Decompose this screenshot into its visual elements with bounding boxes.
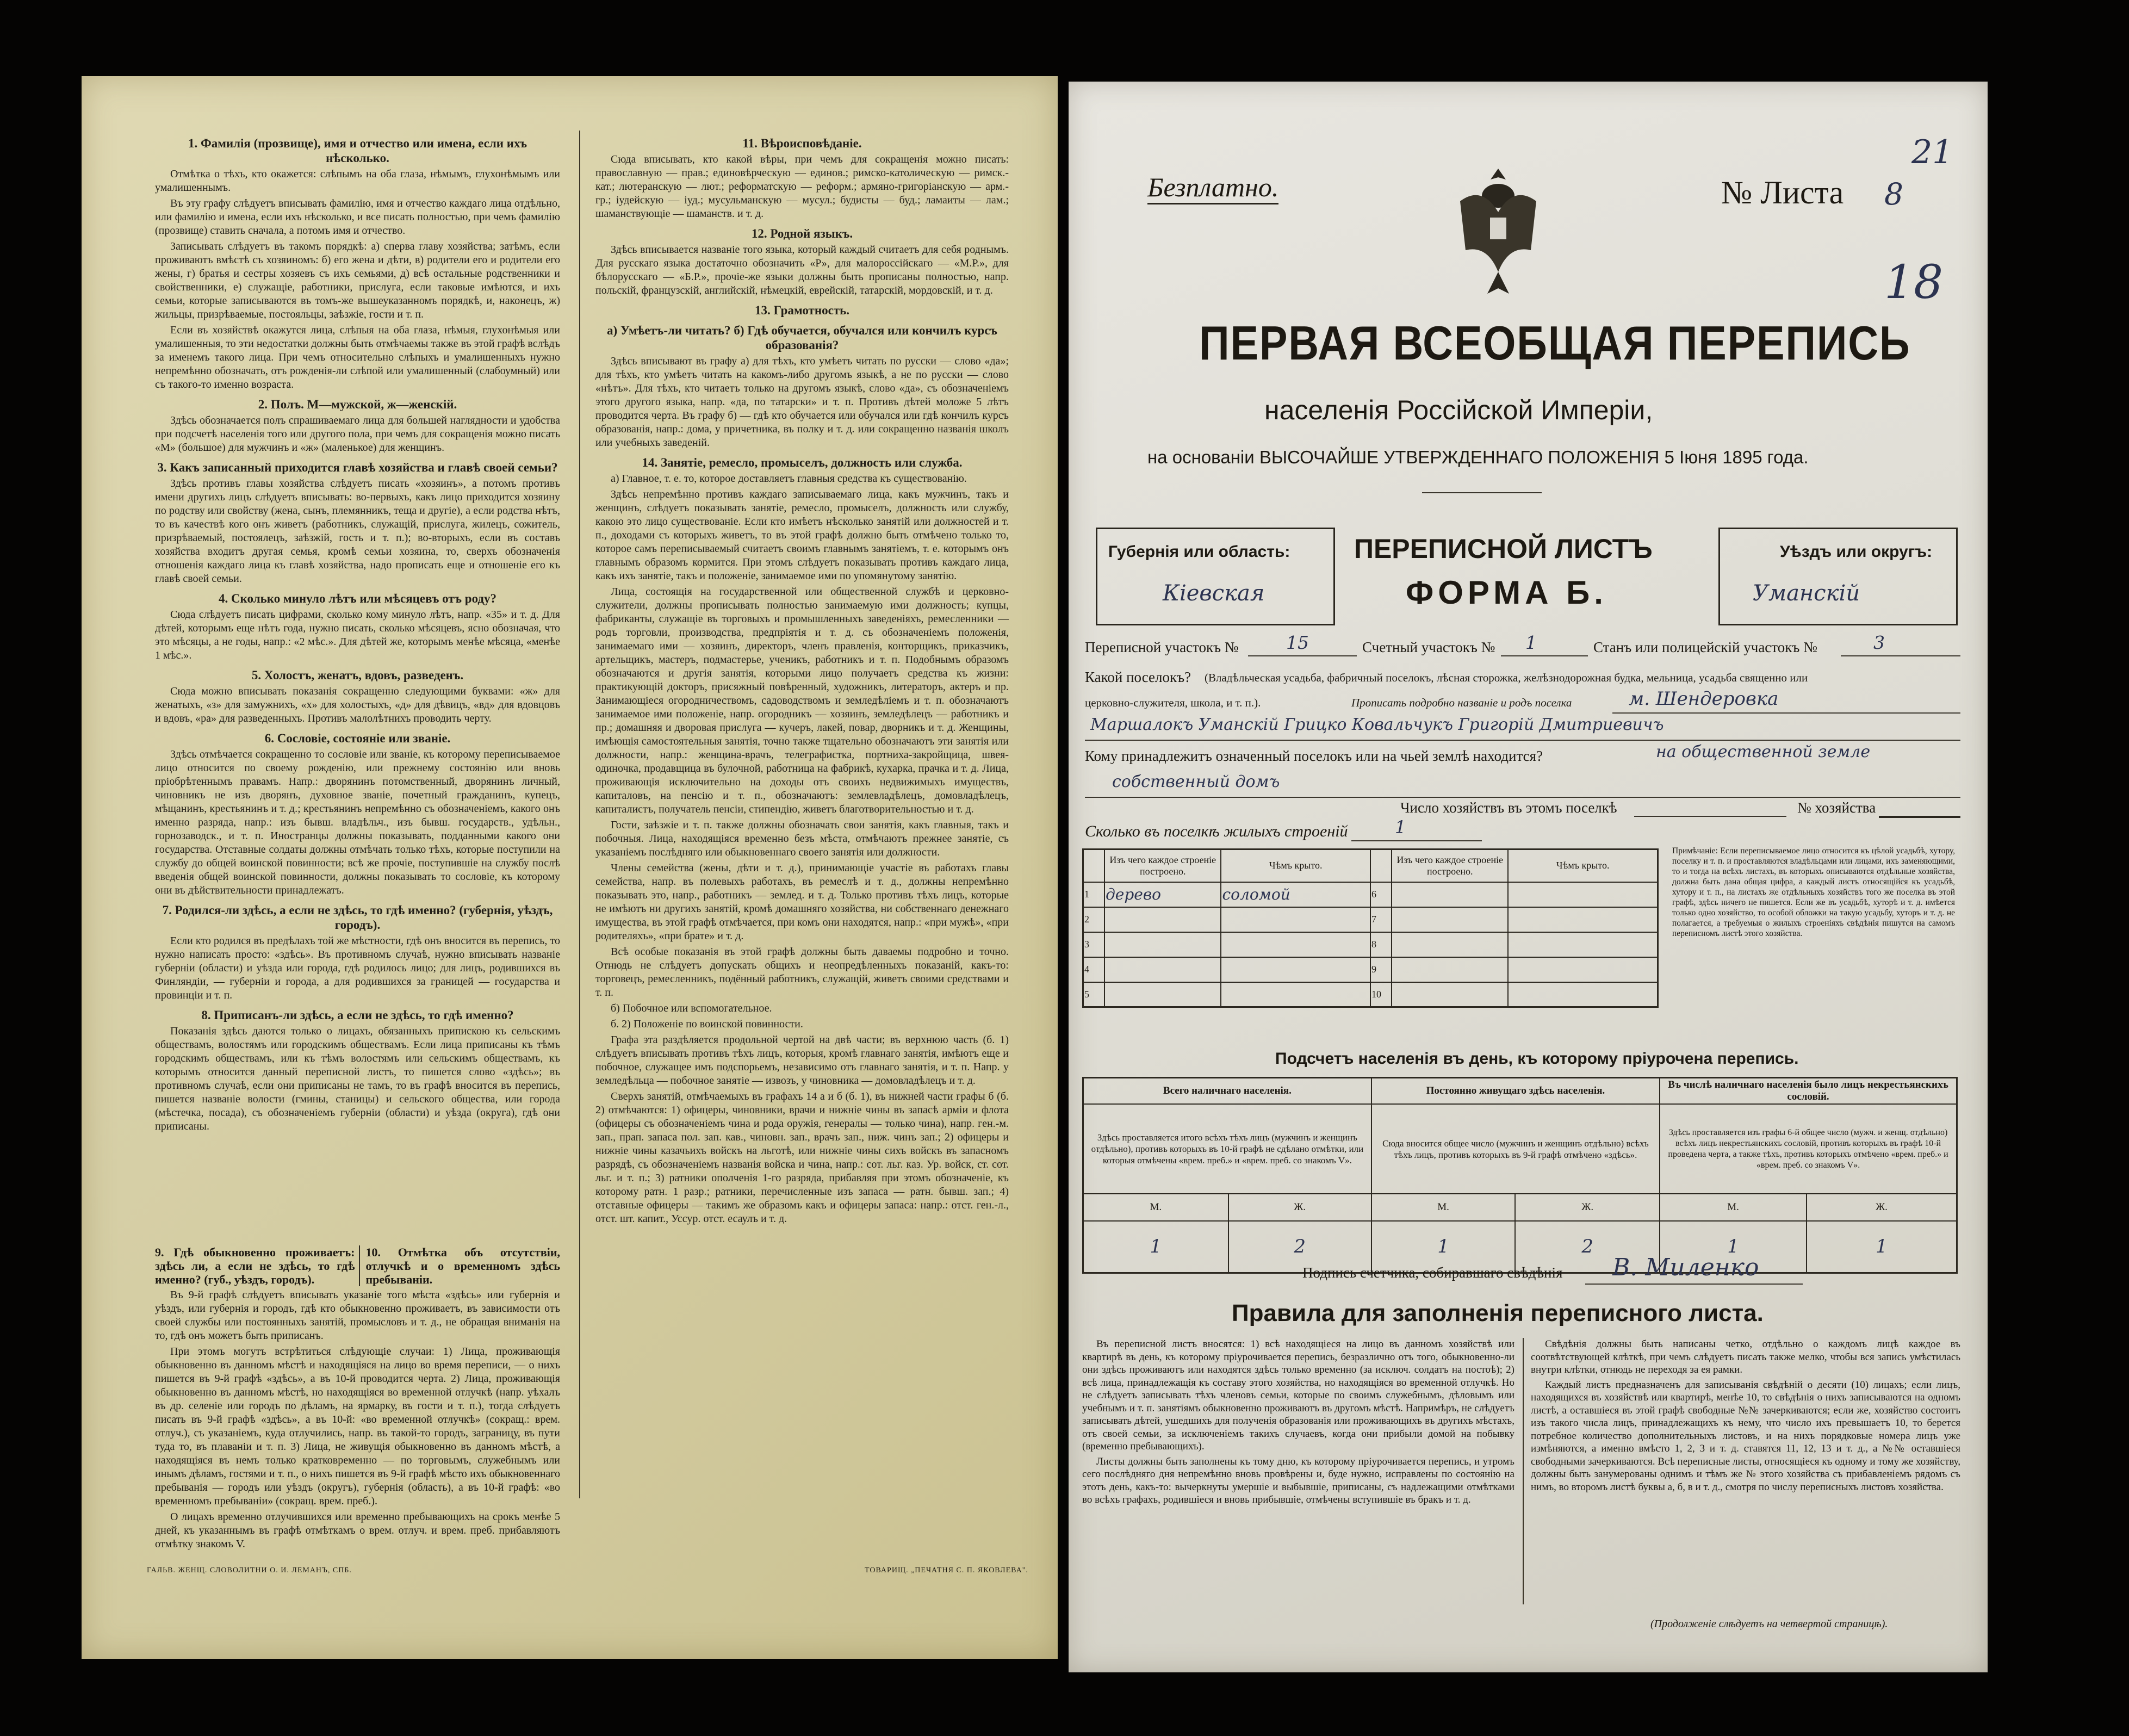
census-area-line xyxy=(1248,655,1357,656)
instruction-paragraph: Здѣсь непремѣнно противъ каждаго записываемаго лица, какъ мужчинъ, такъ и женщинъ, слѣдуетъ показывать занятіе, ремесло, промыселъ, должность или службу, какою это лицо существованіе. Если кто имѣетъ нѣсколько занятій или должностей и т. п., доходами съ которыхъ живетъ, то въ этой графѣ должно быть отмѣчено только то, которое самъ переписываемый считаетъ своимъ главнымъ занятіемъ, т. е. которымъ онъ главнымъ образомъ кормится. При этомъ слѣдуетъ показывать противъ каждаго лица, какъ ихъ занятіе, такъ и положеніе, занимаемое ими по упомянутому занятію. xyxy=(595,488,1009,582)
form-title: ПЕРЕПИСНОЙ ЛИСТЪ xyxy=(1354,534,1653,564)
guberniya-value: Кіевская xyxy=(1163,581,1265,606)
guberniya-box xyxy=(1096,528,1335,625)
section-9-heading: 9. Гдѣ обыкновенно проживаетъ: здѣсь ли, а если не здѣсь, то гдѣ именно? (губ., уѣздъ, городъ). xyxy=(155,1245,360,1286)
instruction-paragraph: Лица, состоящія на государственной или общественной службѣ и церковно-служители, должны прописывать полностью занимаемую ими должность; купцы, фабриканты, служащіе въ торговыхъ и промышленныхъ заведеніяхъ, ремесленники — родъ торговли, производства, предпріятія и т. д. съ обозначеніемъ положенія, занимаемаго ими — хозяинъ, директоръ, членъ правленія, конторщикъ, приказчикъ, артельщикъ, мастеръ, подмастерье, ученикъ, работникъ и т. п. Подобнымъ образомъ обозначаются и другія занятія, которыми лицо получаетъ средства къ жизни: практикующій докторъ, присяжный повѣренный, художникъ, литераторъ, актеръ и пр. Занимающіеся огородничествомъ, садоводствомъ и земледѣліемъ и т. п. обозначаютъ занимаемое ими положеніе, напр. огородникъ — хозяинъ, земледѣлецъ — работникъ и пр.; домашняя и дворовая прислуга — кучеръ, лакей, повар, дворникъ и т. д. Женщины, имѣющія самостоятельныя занятія, точно также тщательно обозначаютъ эти занятія или должности, напр.: женщина-врачъ, телеграфистка, портниха-закройщица, швея-одиночка, продавщица въ булочной, работница на фабрикѣ, кухарка, прачка и т. д. Лица, проживающія исключительно на доходы отъ своихъ недвижимыхъ имуществъ, капиталовъ, на пенсію и т. п., обозначаютъ: землевладѣлецъ, домовладѣлецъ, капиталистъ, получатель пенсіи, стипендію, живетъ благотворительностью и т. д. xyxy=(595,586,1009,815)
total-present-zh: 2 xyxy=(1228,1221,1371,1273)
permanent-m: 1 xyxy=(1371,1221,1516,1273)
count-title: Подсчетъ населенія въ день, къ которому пріурочена перепись. xyxy=(1275,1050,1799,1068)
buildings-material-header-2: Изъ чего каждое строеніе построено. xyxy=(1392,850,1508,882)
section-9-para-2: При этомъ могутъ встрѣтиться слѣдующіе случаи: 1) Лица, проживающія обыкновенно въ данномъ мѣстѣ и находящіяся на лицо во время переписи, — о нихъ пишется въ 9-й графѣ «здѣсь», а въ 10-й проводится черта. 2) Лица, проживающія обыкновенно въ данномъ мѣстѣ, но находящіяся во временной отлучкѣ (напр. уѣхалъ въ др. селеніе или городъ по дѣламъ, на ярмарку, въ гости и т. п.), тогда слѣдуетъ писать въ 9-й графѣ «здѣсь», а въ 10-й: «во временной отлучкѣ» (сокращ.: врем. отлуч.), съ указаніемъ, куда отлучились, напр. въ такой-то городъ, заграницу, въ пути туда то, въ плаваніи и т. п. 3) Лица, не живущія обыкновенно въ данномъ мѣстѣ, а находящіяся въ немъ только кратковременно — по торговымъ, служебнымъ или инымъ дѣламъ, гостями и т. п., о нихъ пишется въ 9-й графѣ мѣсто ихъ обыкновеннаго пребыванія — городъ или уѣздъ (округъ), губернія (область), а въ 10-й графѣ: «во временномъ пребываніи» (сокращ. врем. преб.). xyxy=(155,1346,560,1507)
signature-value: В. Миленко xyxy=(1612,1254,1759,1281)
imperial-eagle-emblem xyxy=(1449,163,1547,299)
buildings-material-header-1: Изъ чего каждое строеніе построено. xyxy=(1104,850,1221,882)
owner-label: Кому принадлежитъ означенный поселокъ или на чьей землѣ находится? xyxy=(1085,748,1543,764)
sheet-number-label: № Листа xyxy=(1721,175,1844,210)
row-number: 9 xyxy=(1370,957,1392,982)
buildings-roof-header-2: Чѣмъ крыто. xyxy=(1508,850,1658,882)
instruction-paragraph: Отмѣтка о тѣхъ, кто окажется: слѣпымъ на оба глаза, нѣмымъ, глухонѣмымъ или умалишеннымъ. xyxy=(155,168,560,194)
count-col-1-desc: Здѣсь проставляется итого всѣхъ тѣхъ лицъ (мужчинъ и женщинъ отдѣльно), противъ которыхъ въ 10-й графѣ не сдѣлано отмѣтки, или которыя отмѣчены «врем. преб.» и «врем. преб. со знакомъ V». xyxy=(1083,1104,1371,1194)
instruction-paragraph: Если въ хозяйствѣ окажутся лица, слѣпыя на оба глаза, нѣмыя, глухонѣмыя или умалишенныя, то эти недостатки должны быть отмѣчаемы также въ этой графѣ вслѣдъ за именемъ такого лица. При чемъ относительно слѣпыхъ и умалишенныхъ нужно непремѣнно обозначать, отъ рожденія-ли слѣпой или умалишенный (слабоумный) или съ такого-то именно возраста. xyxy=(155,324,560,390)
m-header: М. xyxy=(1371,1194,1516,1221)
row1-material: дерево xyxy=(1104,882,1221,907)
rules-left-para-1: Въ переписной листъ вносятся: 1) всѣ находящіеся на лицо въ данномъ хозяйствѣ или квартирѣ въ день, къ которому пріурочивается перепись, безразлично отъ того, обыкновенно-ли они здѣсь проживаютъ или находятся здѣсь только временно (за исключ. солдатъ на постоѣ); 2) всѣ лица, принадлежащія къ составу этого хозяйства, но находящіяся во временной отлучкѣ. Но не слѣдуетъ записывать тѣхъ членовъ семьи, которые по своимъ служебнымъ, дѣловымъ или учебнымъ и т. п. занятіямъ обыкновенно проживаютъ въ другомъ мѣстѣ. Напримѣръ, не слѣдуетъ записывать дѣтей, ушедшихъ для полученія образованія или проживающихъ въ другихъ мѣстахъ, отъ своей семьи, за исключеніемъ такихъ случаевъ, когда они прибыли домой на побывку (временно пребывающихъ). xyxy=(1082,1338,1514,1452)
sections-9-10 xyxy=(155,1245,560,1550)
instruction-paragraph: Сюда вписывать, кто какой вѣры, при чемъ для сокращенія можно писать: православную — прав.; единовѣрческую — единов.; римско-католическую — римск.-кат.; лютеранскую — лют.; реформатскую — реформ.; армяно-григоріанскую — арм.-гр.; іудейскую — іуд.; мусульманскую — мусул.; будисты — буд.; ламаиты — лам.; шаманствующіе — шаманств. и т. д. xyxy=(595,153,1009,220)
instruction-paragraph: Сверхъ занятій, отмѣчаемыхъ въ графахъ 14 а и б (б. 1), въ нижней части графы б (б. 2) отмѣчаются: 1) офицеры, чиновники, врачи и нижніе чины въ запасѣ арміи и флота (офицеры съ обозначеніемъ чина и рода оружія, генералы — только чина), напр. ген.-м. зап., прап. запаса пол. зап. кав., чиновн. зап., врачъ зап., ниж. чинъ зап.; 2) офицеры и нижніе чины казачьихъ войскъ на льготѣ, или нижніе чины сихъ войскъ въ запасномъ разрядѣ, съ обозначеніемъ названія войска и чина, напр.: сот. льг. каз. Ур. войск, ст. сот. льг. и т. п.; 3) ратники ополченія 1-го разряда, прибавляя при этомъ обозначеніе, къ которому ратн. 1 разр.; ратники, перечисленные изъ запаса — ратн. бывш. зап.; 4) отставные офицеры — такимъ же образомъ какъ и офицеры запаса: напр.: отст. ген.-л., отст. шт. капит., Уссур. отст. есаулъ и т. д. xyxy=(595,1090,1009,1225)
instruction-paragraph: Показанія здѣсь даются только о лицахъ, обязанныхъ припискою къ сельскимъ обществамъ, волостямъ или городскимъ обществамъ. Если лица приписаны къ тѣмъ городскимъ обществамъ, или къ тѣмъ волостямъ или сельскимъ обществамъ, къ которымъ относится данный переписной листъ, то пишется слово «здѣсь»; въ противномъ случаѣ, если они приписаны не тамъ, то въ графѣ вносится въ перепись, пишется названіе волости (гмины, станицы) и сельского общества, или города (мѣстечка, посада), съ обозначеніемъ губерніи (области) и уѣзда (округа), гдѣ они приписаны. xyxy=(155,1025,560,1132)
instruction-paragraph: б. 2) Положеніе по воинской повинности. xyxy=(611,1018,803,1030)
printer-imprint-left: ГАЛЬВ. ЖЕНЩ. СЛОВОЛИТНИ О. И. ЛЕМАНЪ, СПБ. xyxy=(147,1566,352,1574)
section-heading: 12. Родной языкъ. xyxy=(751,227,853,240)
owner-value-2: собственный домъ xyxy=(1112,772,1280,791)
form-subtitle: ФОРМА Б. xyxy=(1406,574,1607,611)
left-column-2 xyxy=(595,131,1009,1501)
left-column-1 xyxy=(155,131,560,1240)
instruction-paragraph: Здѣсь отмѣчается сокращенно то сословіе или званіе, къ которому переписываемое лицо относится по своему рожденію, или прежнему состоянію или вновь пріобрѣтеннымъ правамъ. Напр.: дворянинъ потомственный, дворянинъ личный, чиновникъ не изъ дворянъ, духовное званіе, почетный гражданинъ, купецъ, мѣщанинъ, крестьянинъ и т. д.; крестьянинъ непремѣнно съ обозначеніемъ, какого онъ именно разряда, напр.: изъ бывш. владѣльч., изъ бывш. государств., удѣльн., горнозаводск., и т. п. Иностранцы должны показывать, подданными какого они государства. Отставные солдаты должны отмѣчать только тѣхъ, которые поступили на службу до общей воинской повинности; всѣ же прочіе, поступившіе на службу послѣ введенія общей воинской повинности, должны показывать то сословіе, къ которому они въ дѣйствительности принадлежатъ. xyxy=(155,748,560,896)
population-count-table xyxy=(1082,1077,1958,1274)
uezd-value: Уманскій xyxy=(1753,581,1860,606)
household-number-line xyxy=(1879,816,1960,818)
count-col-1-head: Всего наличнаго населенія. xyxy=(1083,1078,1371,1105)
zh-header: Ж. xyxy=(1515,1194,1660,1221)
count-area-value: 1 xyxy=(1525,632,1537,653)
households-line xyxy=(1634,816,1786,817)
printer-imprint-right: ТОВАРИЩ. „ПЕЧАТНЯ С. П. ЯКОВЛЕВА". xyxy=(865,1566,1028,1574)
instruction-paragraph: Здѣсь противъ главы хозяйства слѣдуетъ писать «хозяинъ», а потомъ противъ имени другихъ лицъ слѣдуетъ вписывать: во-первыхъ, какъ лицо приходится хозяину по родству или свойству (жена, сынъ, племянникъ, теща и другіе), а если родства нѣтъ, то въ качествѣ кого онъ живетъ (работникъ, служащій, прислуга, жилецъ, сожитель, призрѣваемый, постоялецъ, заѣзжій, гость и т. п.); во-вторыхъ, если въ составъ хозяйства входитъ другая семья, кромѣ семьи хозяина, то, сверхъ обозначенія отношенія каждаго лица къ главѣ хозяйства, надо прописать еще и отношеніе его къ главѣ своей семьи. xyxy=(155,478,560,585)
section-heading: 14. Занятіе, ремесло, промыселъ, должность или служба. xyxy=(642,456,963,469)
zh-header: Ж. xyxy=(1807,1194,1957,1221)
section-heading: 2. Полъ. М—мужской, ж—женскій. xyxy=(258,398,457,411)
uezd-label: Уѣздъ или округъ: xyxy=(1780,543,1933,561)
instruction-paragraph: Въ эту графу слѣдуетъ вписывать фамилію, имя и отчество каждаго лица отдѣльно, или фамилію и имена, если ихъ нѣсколько, и все писать полностью, при чемъ фамилію (прозвище) ставить сначала, а потомъ имя и отчество. xyxy=(155,197,560,237)
m-header: М. xyxy=(1083,1194,1228,1221)
permanent-zh: 2 xyxy=(1515,1221,1660,1273)
m-header: М. xyxy=(1660,1194,1807,1221)
section-heading: 3. Какъ записанный приходится главѣ хозяйства и главѣ своей семьи? xyxy=(157,461,558,474)
margin-note: 18 xyxy=(1884,256,1944,309)
rules-left-para-2: Листы должны быть заполнены къ тому дню, къ которому пріурочивается перепись, и утромъ сего послѣдняго дня непремѣнно вновь провѣрены и, буде нужно, исправлены по состоянію на этотъ день, какъ-то: вычеркнуты умершіе и выбывшіе, приписаны, съ надлежащими отмѣтками во всѣхъ графахъ, родившіеся и вновь прибывшіе, отмѣчены вступившіе въ бракъ и т. д. xyxy=(1082,1455,1514,1505)
row-number: 7 xyxy=(1370,907,1392,932)
section-heading: 6. Сословіе, состояніе или званіе. xyxy=(264,731,451,745)
instruction-paragraph: Члены семейства (жены, дѣти и т. д.), принимающіе участіе въ работахъ главы семейства, напр. въ полевыхъ работахъ, въ ремеслѣ и т. д., должны непремѣнно показывать это, напр., работникъ — землед. и т. д. Только противъ тѣхъ лицъ, которые не имѣютъ ни другихъ занятій, кромѣ домашняго хозяйства, ни собственнаго денежнаго имущества, въ этой графѣ отмѣчается, при комъ они находятся, напр.: «при мужѣ», «при родителяхъ», «при брате» и т. д. xyxy=(595,862,1009,942)
census-subtitle: населенія Россійской Имперіи, xyxy=(1264,395,1653,425)
buildings-table xyxy=(1082,848,1659,1008)
non-peasant-zh: 1 xyxy=(1807,1221,1957,1273)
buildings-label: Сколько въ поселкѣ жилыхъ строеній xyxy=(1085,822,1348,840)
row-number: 1 xyxy=(1083,882,1105,907)
column-divider xyxy=(579,131,580,1498)
settlement-line xyxy=(1612,712,1960,714)
sheet-number-handwritten: 8 xyxy=(1884,177,1903,212)
signature-label: Подпись счетчика, собиравшаго свѣдѣнія xyxy=(1302,1264,1563,1281)
instruction-paragraph: Сюда можно вписывать показанія сокращенно следующими буквами: «ж» для женатыхъ, «з» для замужнихъ, «х» для холостыхъ, «д» для дѣвицъ, «вд» для вдовцовъ и вдовъ, «ра» для разведенныхъ. Противъ малолѣтнихъ проводить черту. xyxy=(155,685,560,724)
section-9-para-1: Въ 9-й графѣ слѣдуетъ вписывать указаніе того мѣста «здѣсь» или губернія и уѣздъ, или губернія и городъ, гдѣ кто обыкновенно проживаетъ, въ зависимости отъ своей службы или постоянныхъ занятій, промысловъ и т. д., не обращая вниманія на то, гдѣ онъ можетъ быть приписанъ. xyxy=(155,1289,560,1342)
free-label: Безплатно. xyxy=(1147,171,1278,204)
settlement-label: Какой поселокъ? xyxy=(1085,669,1191,685)
instruction-paragraph: а) Главное, т. е. то, которое доставляетъ главныя средства къ существованію. xyxy=(611,473,967,485)
title-divider xyxy=(1422,492,1542,493)
census-area-label: Переписной участокъ № xyxy=(1085,639,1239,655)
signature-line xyxy=(1585,1284,1803,1285)
rules-right-para-2: Каждый листъ предназначенъ для записыванія свѣдѣній о десяти (10) лицахъ; если лицъ, находящихся въ хозяйствѣ или квартирѣ, менѣе 10, то свѣдѣнія о нихъ записываются на одномъ листѣ, а оставшіеся въ этой графѣ свободные №№ зачеркиваются; если же, хозяйство состоитъ изъ такого числа лицъ, принадлежащихъ къ нему, что число ихъ превышаетъ 10, то берется потребное количество дополнительныхъ листовъ, и на нихъ порядковые номера лицъ уже измѣняются, а именно вмѣсто 1, 2, 3 и т. д. ставятся 11, 12, 13 и т. д., а №№ оставшіеся свободными зачеркиваются. Всѣ переписные листы, относящіеся къ одному и тому же хозяйству, должны быть занумерованы однимъ и тѣмъ же № этого хозяйства съ прибавленіемъ рядомъ съ нимъ, во второмъ листѣ буквы а, б, в и т. д., смотря по числу переписныхъ листовъ хозяйства. xyxy=(1531,1379,1960,1493)
rules-title: Правила для заполненія переписного листа. xyxy=(1232,1300,1764,1326)
settlement-value: м. Шендеровка xyxy=(1629,688,1779,710)
section-heading: 11. Вѣроисповѣданіе. xyxy=(742,137,862,150)
settlement-note: (Владѣльческая усадьба, фабричный поселокъ, лѣсная сторожка, желѣзнодорожная будка, мельница, усадьба священно или xyxy=(1205,671,1808,684)
instruction-paragraph: б) Побочное или вспомогательное. xyxy=(611,1002,772,1014)
row-number: 3 xyxy=(1083,932,1105,957)
stan-value: 3 xyxy=(1873,632,1885,653)
count-col-3-head: Въ числѣ наличнаго населенія было лицъ некрестьянскихъ сословій. xyxy=(1660,1078,1957,1105)
row-number: 6 xyxy=(1370,882,1392,907)
section-heading: 4. Сколько минуло лѣтъ или мѣсяцевъ отъ роду? xyxy=(218,592,497,605)
uezd-box xyxy=(1718,528,1958,625)
row-number: 2 xyxy=(1083,907,1105,932)
instruction-paragraph: Здѣсь вписывается названіе того языка, который каждый считаетъ для себя роднымъ. Для русскаго языка достаточно обозначить «Р», для малороссійскаго — «М.Р.», для бѣлорусскаго — «Б.Р.», прочіе-же языки должны быть прописаны полностью, напр. польскій, французскій, английскій, нѣмецкій, еврейскій, татарскій, мордовскій, и т. д. xyxy=(595,244,1009,296)
continuation-note: (Продолженіе слѣдуетъ на четвертой страницѣ). xyxy=(1650,1618,1888,1630)
section-heading: 13. Грамотность. xyxy=(754,303,849,317)
owner-line xyxy=(1085,797,1960,798)
rules-divider xyxy=(1523,1338,1524,1604)
count-col-3-desc: Здѣсь проставляется изъ графы 6-й общее число (мужч. и женщ. отдѣльно) всѣхъ лицъ некрестьянскихъ сословій, противъ которыхъ въ графѣ 10-й проведена черта, а также тѣхъ, противъ которыхъ отмѣчено «врем. преб.» и «врем. преб. со знакомъ V». xyxy=(1660,1104,1957,1194)
stan-line xyxy=(1841,655,1960,656)
count-area-line xyxy=(1501,655,1588,656)
buildings-note: Примѣчаніе: Если переписываемое лицо относится къ цѣлой усадьбѣ, хутору, поселку и т. п. и проставляются владѣльцами или лицами, ихъ заменяющими, то и тогда на всѣхъ листахъ, въ которыхъ описываются отдѣльные хозяйства, должна быть дана общая цифра, а каждый листъ относящійся къ усадьбѣ, хутору и т. п., на листахъ же отдѣльныхъ хозяйствъ того же поселка въ этой графѣ, здѣсь ничего не пишется. Если же въ усадьбѣ, хуторѣ и т. д. имѣется только одно хозяйство, то особой обложки на такую усадьбу, хуторъ и т. д. не полагается, а требуемыя о жилыхъ строеніяхъ свѣдѣнія пишутся на самомъ переписномъ листѣ этого хозяйства. xyxy=(1672,846,1955,938)
settlement-note-3: Прописать подробно названіе и родъ поселка xyxy=(1351,696,1572,709)
right-page xyxy=(1069,82,1988,1672)
section-heading: 8. Приписанъ-ли здѣсь, а если не здѣсь, то гдѣ именно? xyxy=(201,1008,514,1022)
left-page xyxy=(82,76,1058,1659)
row-number: 10 xyxy=(1370,982,1392,1007)
row-number: 8 xyxy=(1370,932,1392,957)
census-title: ПЕРВАЯ ВСЕОБЩАЯ ПЕРЕПИСЬ xyxy=(1199,316,1911,370)
buildings-line xyxy=(1351,840,1482,841)
instruction-paragraph: Здѣсь обозначается полъ спрашиваемаго лица для большей наглядности и удобства при подсчетѣ населенія того или другого пола, при чемъ для сокращенія можно писать «М» (большое) для мужчинъ и «ж» (маленькое) для женщинъ. xyxy=(155,414,560,454)
rules-right-column xyxy=(1531,1338,1960,1610)
section-9-para-3: О лицахъ временно отлучившихся или временно пребывающихъ на срокъ менѣе 5 дней, къ указаннымъ въ графѣ отмѣткамъ о врем. отлуч. и врем. преб. прибавляютъ отмѣтку знакомъ V. xyxy=(155,1511,560,1550)
buildings-value: 1 xyxy=(1395,817,1406,838)
census-decree-line: на основаніи ВЫСОЧАЙШЕ УТВЕРЖДЕННАГО ПОЛОЖЕНІЯ 5 Іюня 1895 года. xyxy=(1147,447,1809,467)
instruction-paragraph: Записывать слѣдуетъ въ такомъ порядкѣ: а) сперва главу хозяйства; затѣмъ, если проживаютъ вмѣстѣ съ хозяиномъ: б) его жена и дѣти, в) родители его и родители его жены, г) братья и сестры хозяевъ съ ихъ семьями, д) всѣ остальные родственники и свойственники, е) служащіе, работники, прислуга, если таковые имѣются, и ихъ семьи, которые записываются въ томъ-же вышеуказанномъ порядкѣ, и, наконецъ, ж) жильцы, призрѣваемые, постояльцы, заѣзжіе, гости и т. п. xyxy=(155,240,560,320)
row-number: 4 xyxy=(1083,957,1105,982)
settlement-line-2 xyxy=(1085,740,1960,741)
census-area-value: 15 xyxy=(1286,632,1309,653)
instruction-paragraph: Графа эта раздѣляется продольной чертой на двѣ части; въ верхнюю часть (б. 1) слѣдуетъ вписывать противъ тѣхъ лицъ, которыя, кромѣ главнаго занятія, имѣютъ еще и побочное, служащее имъ подспорьемъ, независимо отъ главнаго занятія, и т. п. Напр. у земледѣльца — побочное занятіе — извозъ, у чиновника — домовладѣлецъ и т. д. xyxy=(595,1034,1009,1087)
household-number-label: № хозяйства xyxy=(1797,799,1876,816)
section-heading: 5. Холостъ, женатъ, вдовъ, разведенъ. xyxy=(251,668,464,682)
rules-left-column xyxy=(1082,1338,1514,1610)
stan-label: Станъ или полицейскій участокъ № xyxy=(1593,639,1817,655)
section-heading: а) Умѣетъ-ли читать? б) Гдѣ обучается, обучался или кончилъ курсъ образованія? xyxy=(607,324,997,352)
count-col-2-head: Постоянно живущаго здѣсь населенія. xyxy=(1371,1078,1660,1105)
households-label: Число хозяйствъ въ этомъ поселкѣ xyxy=(1400,799,1617,816)
rules-right-para-1: Свѣдѣнія должны быть написаны четко, отдѣльно о каждомъ лицѣ каждое въ соотвѣтствующей клѣткѣ, при чемъ слѣдуетъ писать также мелко, чтобы вся запись умѣстилась внутри клѣтки, отнюдь не переходя за ея рамки. xyxy=(1531,1338,1960,1375)
guberniya-label: Губернія или область: xyxy=(1108,543,1290,561)
instruction-paragraph: Сюда слѣдуетъ писать цифрами, сколько кому минуло лѣтъ, напр. «35» и т. д. Для дѣтей, которымъ еще нѣтъ года, нужно писать, сколько мѣсяцевъ, ясно обозначая, что это мѣсяцы, а не годы, напр.: «2 мѣс.». Для дѣтей же, которымъ менѣе мѣсяца, «менѣе 1 мѣс.». xyxy=(155,609,560,661)
owner-value: на общественной земле xyxy=(1656,742,1871,761)
instruction-paragraph: Всѣ особые показанія въ этой графѣ должны быть даваемы подробно и точно. Отнюдь не слѣдуетъ допускать общихъ и неопредѣленныхъ показаній, какъ-то: торговецъ, ремесленникъ, подённый работникъ, служащій, живетъ своими средствами и т. п. xyxy=(595,946,1009,999)
count-col-2-desc: Сюда вносится общее число (мужчинъ и женщинъ отдѣльно) всѣхъ тѣхъ лицъ, противъ которыхъ въ 9-й графѣ отмѣчено «здѣсь». xyxy=(1371,1104,1660,1194)
count-area-label: Счетный участокъ № xyxy=(1362,639,1495,655)
non-peasant-m: 1 xyxy=(1660,1221,1807,1273)
sheet-number-overwrite: 21 xyxy=(1911,133,1953,171)
instruction-paragraph: Если кто родился въ предѣлахъ той же мѣстности, гдѣ онъ вносится въ перепись, то нужно написать просто: «здѣсь». Въ противномъ случаѣ, нужно вписывать названіе губерніи (области) и уѣзда или города, гдѣ родилось лицо; для лицъ, родившихся въ Финляндіи, — губерніи и города, а для родившихся за границей — государства и провинціи и т. п. xyxy=(155,935,560,1001)
instruction-paragraph: Здѣсь вписывают въ графу а) для тѣхъ, кто умѣетъ читать по русски — слово «да»; для тѣхъ, кто умѣетъ читать на какомъ-либо другомъ языкѣ, а не по русски — слово «нѣтъ». Для тѣхъ, кто читаетъ только на другомъ языкѣ, слово «да», съ обозначеніемъ этого другого языка, напр. «да, по татарски» и т. п. Противъ дѣтей моложе 5 лѣтъ проводится черта. Въ графу б) — гдѣ кто обучается или обучался или гдѣ кончилъ курсъ образованія, напр.: дома, у причетника, въ полку и т. д. или сокращенно названія школъ или учебныхъ заведеній. xyxy=(595,355,1009,449)
settlement-value-2: Маршалокъ Уманскій Грицко Ковальчукъ Григорій Дмитриевичъ xyxy=(1090,715,1664,734)
row1-roof: соломой xyxy=(1221,882,1370,907)
row-number: 5 xyxy=(1083,982,1105,1007)
buildings-roof-header-1: Чѣмъ крыто. xyxy=(1221,850,1370,882)
zh-header: Ж. xyxy=(1228,1194,1371,1221)
section-heading: 1. Фамилія (прозвище), имя и отчество или имена, если ихъ нѣсколько. xyxy=(188,137,527,165)
section-10-heading: 10. Отмѣтка объ отсутствіи, отлучкѣ и о временномъ здѣсь пребываніи. xyxy=(365,1245,560,1286)
total-present-m: 1 xyxy=(1083,1221,1228,1273)
instruction-paragraph: Гости, заѣзжіе и т. п. также должны обозначать свои занятія, какъ главныя, такъ и побочныя. Лица, находящіяся временно безъ мѣста, отмѣчаютъ прежнее занятіе, съ указаніемъ послѣдняго или обыкновеннаго своего занятія или должности. xyxy=(595,819,1009,858)
settlement-note-2: церковно-служителя, школа, и т. п.). xyxy=(1085,696,1261,709)
section-heading: 7. Родился-ли здѣсь, а если не здѣсь, то гдѣ именно? (губернія, уѣздъ, городъ). xyxy=(162,903,553,932)
